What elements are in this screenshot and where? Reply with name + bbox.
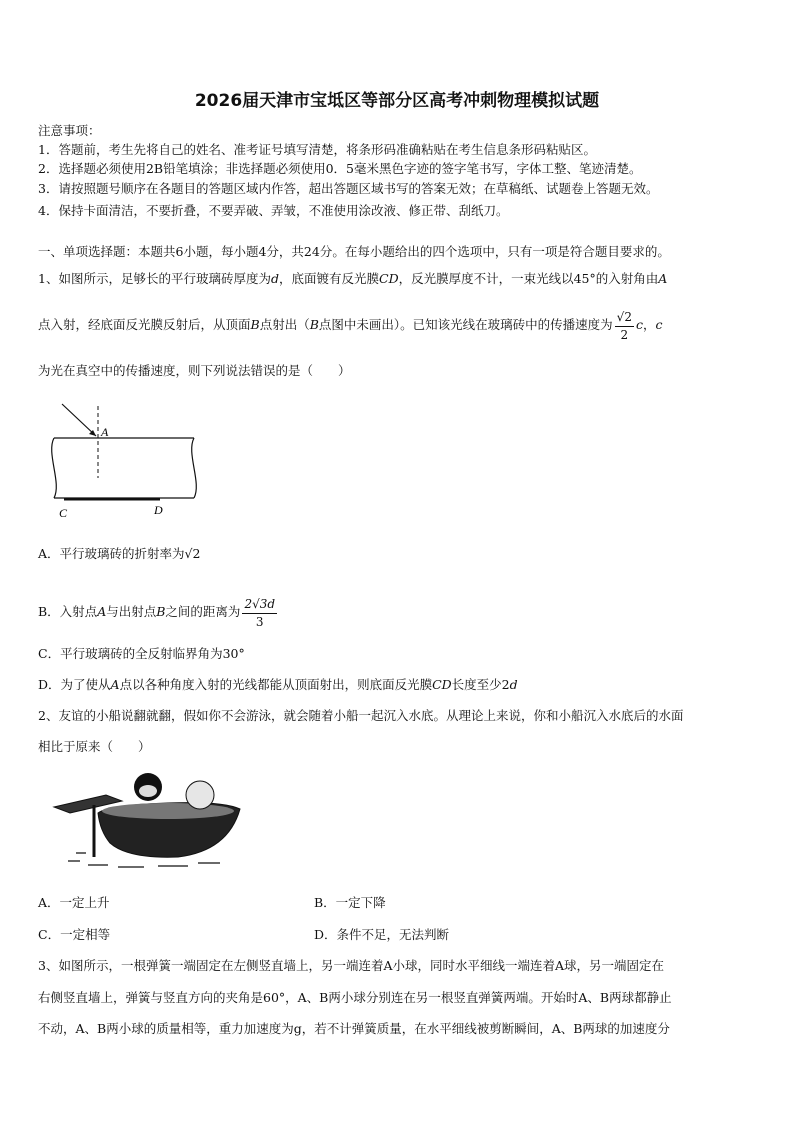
q1-glass-figure	[44, 398, 204, 523]
fraction-numerator: √2	[615, 308, 634, 327]
q1-var-cd: CD	[432, 677, 452, 692]
notice-item-4: 4．保持卡面清洁，不要折叠，不要弄破、弄皱，不准使用涂改液、修正带、刮纸刀。	[38, 203, 509, 218]
option-text: 之间的距离为	[165, 604, 241, 619]
notice-item-1: 1．答题前，考生先将自己的姓名、准考证号填写清楚，将条形码准确粘贴在考生信息条形码粘贴区。	[38, 142, 596, 157]
q1-var-a: A	[110, 677, 120, 692]
option-value: √2	[184, 546, 201, 561]
character-right-head	[186, 781, 214, 809]
slab-right-break	[192, 438, 197, 498]
speed-fraction	[615, 308, 634, 343]
q1-text: 点射出（	[259, 317, 310, 332]
q1-var-a: A	[658, 271, 668, 286]
q2-option-a: A．一定上升	[38, 895, 110, 910]
boat-inner	[102, 803, 234, 819]
character-left-face	[139, 785, 157, 797]
option-text: D．为了使从	[38, 677, 111, 692]
q1-var-b: B	[250, 317, 260, 332]
q1-text: ，反光膜厚度不计，一束光线以45°的入射角由	[398, 271, 659, 286]
section-heading: 一、单项选择题：本题共6小题，每小题4分，共24分。在每小题给出的四个选项中，只有一项是符合题目要求的。	[38, 244, 670, 259]
notice-heading: 注意事项：	[38, 123, 101, 138]
fig-label-d: D	[154, 503, 163, 517]
q1-option-d	[38, 677, 518, 693]
q1-var-cd: CD	[379, 271, 399, 286]
q1-text: ，底面镀有反光膜	[278, 271, 379, 286]
q2-option-c: C．一定相等	[38, 927, 111, 942]
q1-var-c: c	[655, 317, 663, 332]
q1-var-c: c	[635, 317, 643, 332]
q1-var-d: d	[270, 271, 279, 286]
q1-text: 点图中未画出）。已知该光线在玻璃砖中的传播速度为	[318, 317, 613, 332]
q2-line-1: 2、友谊的小船说翻就翻，假如你不会游泳，就会随着小船一起沉入水底。从理论上来说，你和小船沉入水底后的水面	[38, 708, 684, 723]
fraction-numerator: 2√3d	[242, 595, 277, 614]
option-text: 与出射点	[106, 604, 157, 619]
q1-option-b	[38, 595, 279, 630]
fig-label-a: A	[101, 425, 109, 439]
q3-line-1: 3、如图所示，一根弹簧一端固定在左侧竖直墙上，另一端连着A小球，同时水平细线一端连着A球，另一端固定在	[38, 958, 665, 973]
q2-line-2: 相比于原来（ ）	[38, 739, 151, 754]
fraction-denominator: 2	[620, 328, 629, 342]
page-title: 2026届天津市宝坻区等部分区高考冲刺物理模拟试题	[194, 91, 600, 111]
q3-line-3: 不动，A、B两小球的质量相等，重力加速度为g，若不计弹簧质量，在水平细线被剪断瞬间，A、B两球的加速度分	[38, 1021, 670, 1036]
q1-var-d: d	[509, 677, 518, 692]
q1-var-b: B	[309, 317, 319, 332]
slab-left-break	[52, 438, 57, 498]
fraction-denominator: 3	[255, 615, 264, 629]
q2-option-d: D．条件不足，无法判断	[314, 927, 450, 942]
option-text: A．平行玻璃砖的折射率为	[38, 546, 185, 561]
incident-ray	[62, 404, 96, 436]
option-text: B．入射点	[38, 604, 98, 619]
notice-item-3: 3．请按照题号顺序在各题目的答题区域内作答，超出答题区域书写的答案无效；在草稿纸、试题卷上答题无效。	[38, 181, 659, 196]
q2-option-b: B．一定下降	[314, 895, 386, 910]
q1-text: 点入射，经底面反光膜反射后，从顶面	[38, 317, 251, 332]
option-text: 点以各种角度入射的光线都能从顶面射出，则底面反光膜	[119, 677, 433, 692]
q1-option-c: C．平行玻璃砖的全反射临界角为30°	[38, 646, 245, 661]
q1-var-b: B	[156, 604, 166, 619]
q1-var-a: A	[97, 604, 107, 619]
q1-line-3: 为光在真空中的传播速度，则下列说法错误的是（ ）	[38, 363, 351, 378]
q1-option-a	[38, 546, 200, 562]
q2-boat-illustration	[48, 765, 248, 875]
q1-line-2	[38, 308, 663, 343]
q3-line-2: 右侧竖直墙上，弹簧与竖直方向的夹角是60°，A、B两小球分别连在另一根竖直弹簧两端。开始时A、B两球都静止	[38, 990, 672, 1005]
q1-text: ，	[642, 317, 656, 332]
q1-line-1	[38, 271, 667, 287]
notice-item-2: 2．选择题必须使用2B铅笔填涂；非选择题必须使用0．5毫米黑色字迹的签字笔书写，字体工整、笔迹清楚。	[38, 161, 642, 176]
option-text: 长度至少2	[451, 677, 510, 692]
distance-fraction	[242, 595, 277, 630]
fig-label-c: C	[59, 506, 68, 520]
q1-text: 1、如图所示，足够长的平行玻璃砖厚度为	[38, 271, 271, 286]
